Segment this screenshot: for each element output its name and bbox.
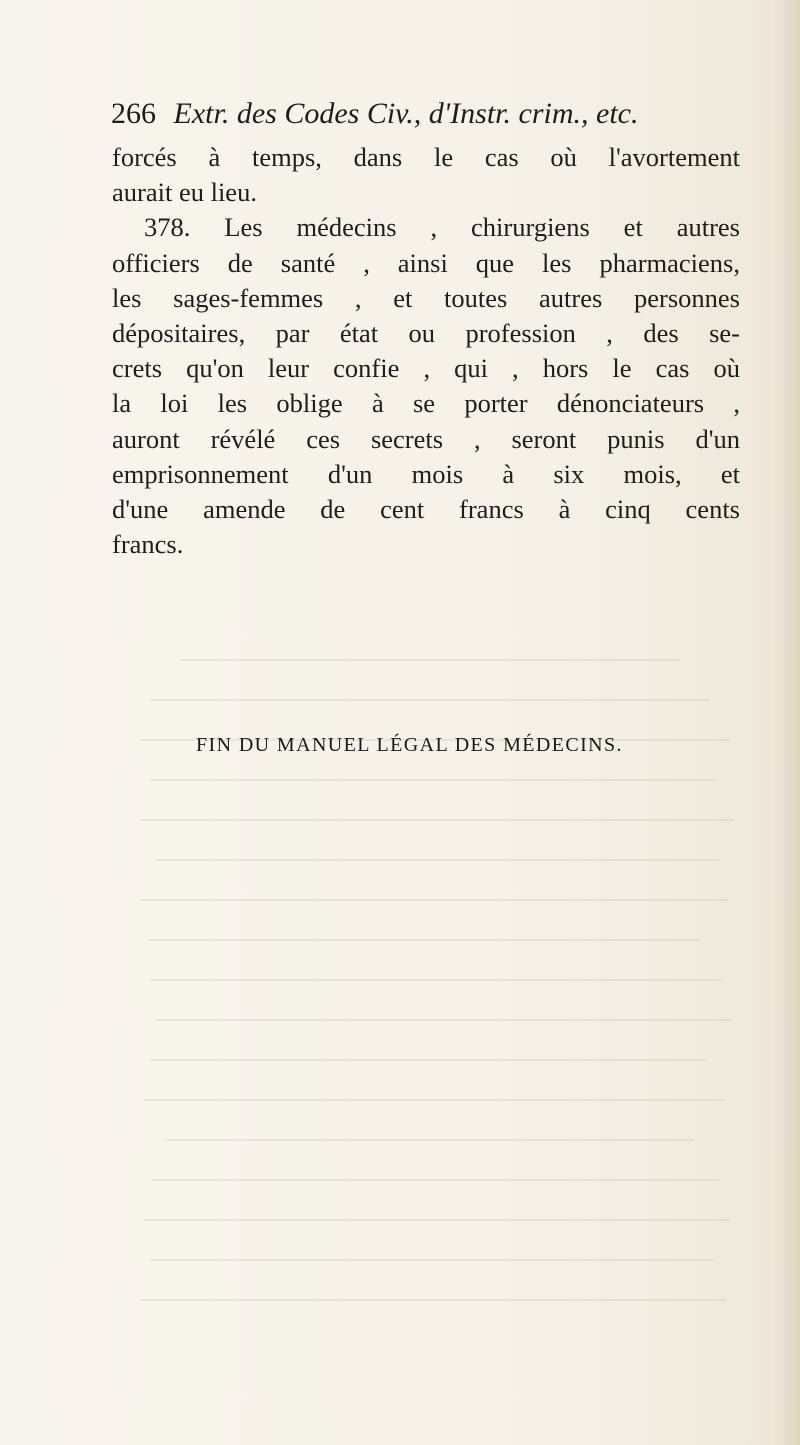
running-header [111, 98, 771, 130]
page-number: 266 [111, 97, 156, 130]
running-title: Extr. des Codes Civ., d'Instr. crim., etc. [173, 97, 639, 130]
body-line: auront révélé ces secrets , seront punis d'un [112, 423, 740, 454]
body-line: dépositaires, par état ou profession , des se- [112, 318, 740, 349]
body-line: aurait eu lieu. [112, 177, 257, 208]
body-line: forcés à temps, dans le cas où l'avortement [112, 142, 740, 172]
body-line: emprisonnement d'un mois à six mois, et [112, 458, 740, 489]
article-378-line: 378. Les médecins , chirurgiens et autres [144, 212, 740, 243]
body-line: les sages-femmes , et toutes autres personnes [112, 282, 740, 313]
page-edge-shadow [772, 0, 800, 1445]
body-line: la loi les oblige à se porter dénonciateurs , [112, 388, 740, 419]
body-line: officiers de santé , ainsi que les pharmaciens, [112, 247, 740, 278]
body-line: d'une amende de cent francs à cinq cents [112, 494, 740, 525]
body-line: crets qu'on leur confie , qui , hors le cas où [112, 353, 740, 384]
closing-note: FIN DU MANUEL LÉGAL DES MÉDECINS. [196, 734, 623, 756]
body-text [112, 140, 740, 562]
body-line: francs. [112, 529, 184, 560]
